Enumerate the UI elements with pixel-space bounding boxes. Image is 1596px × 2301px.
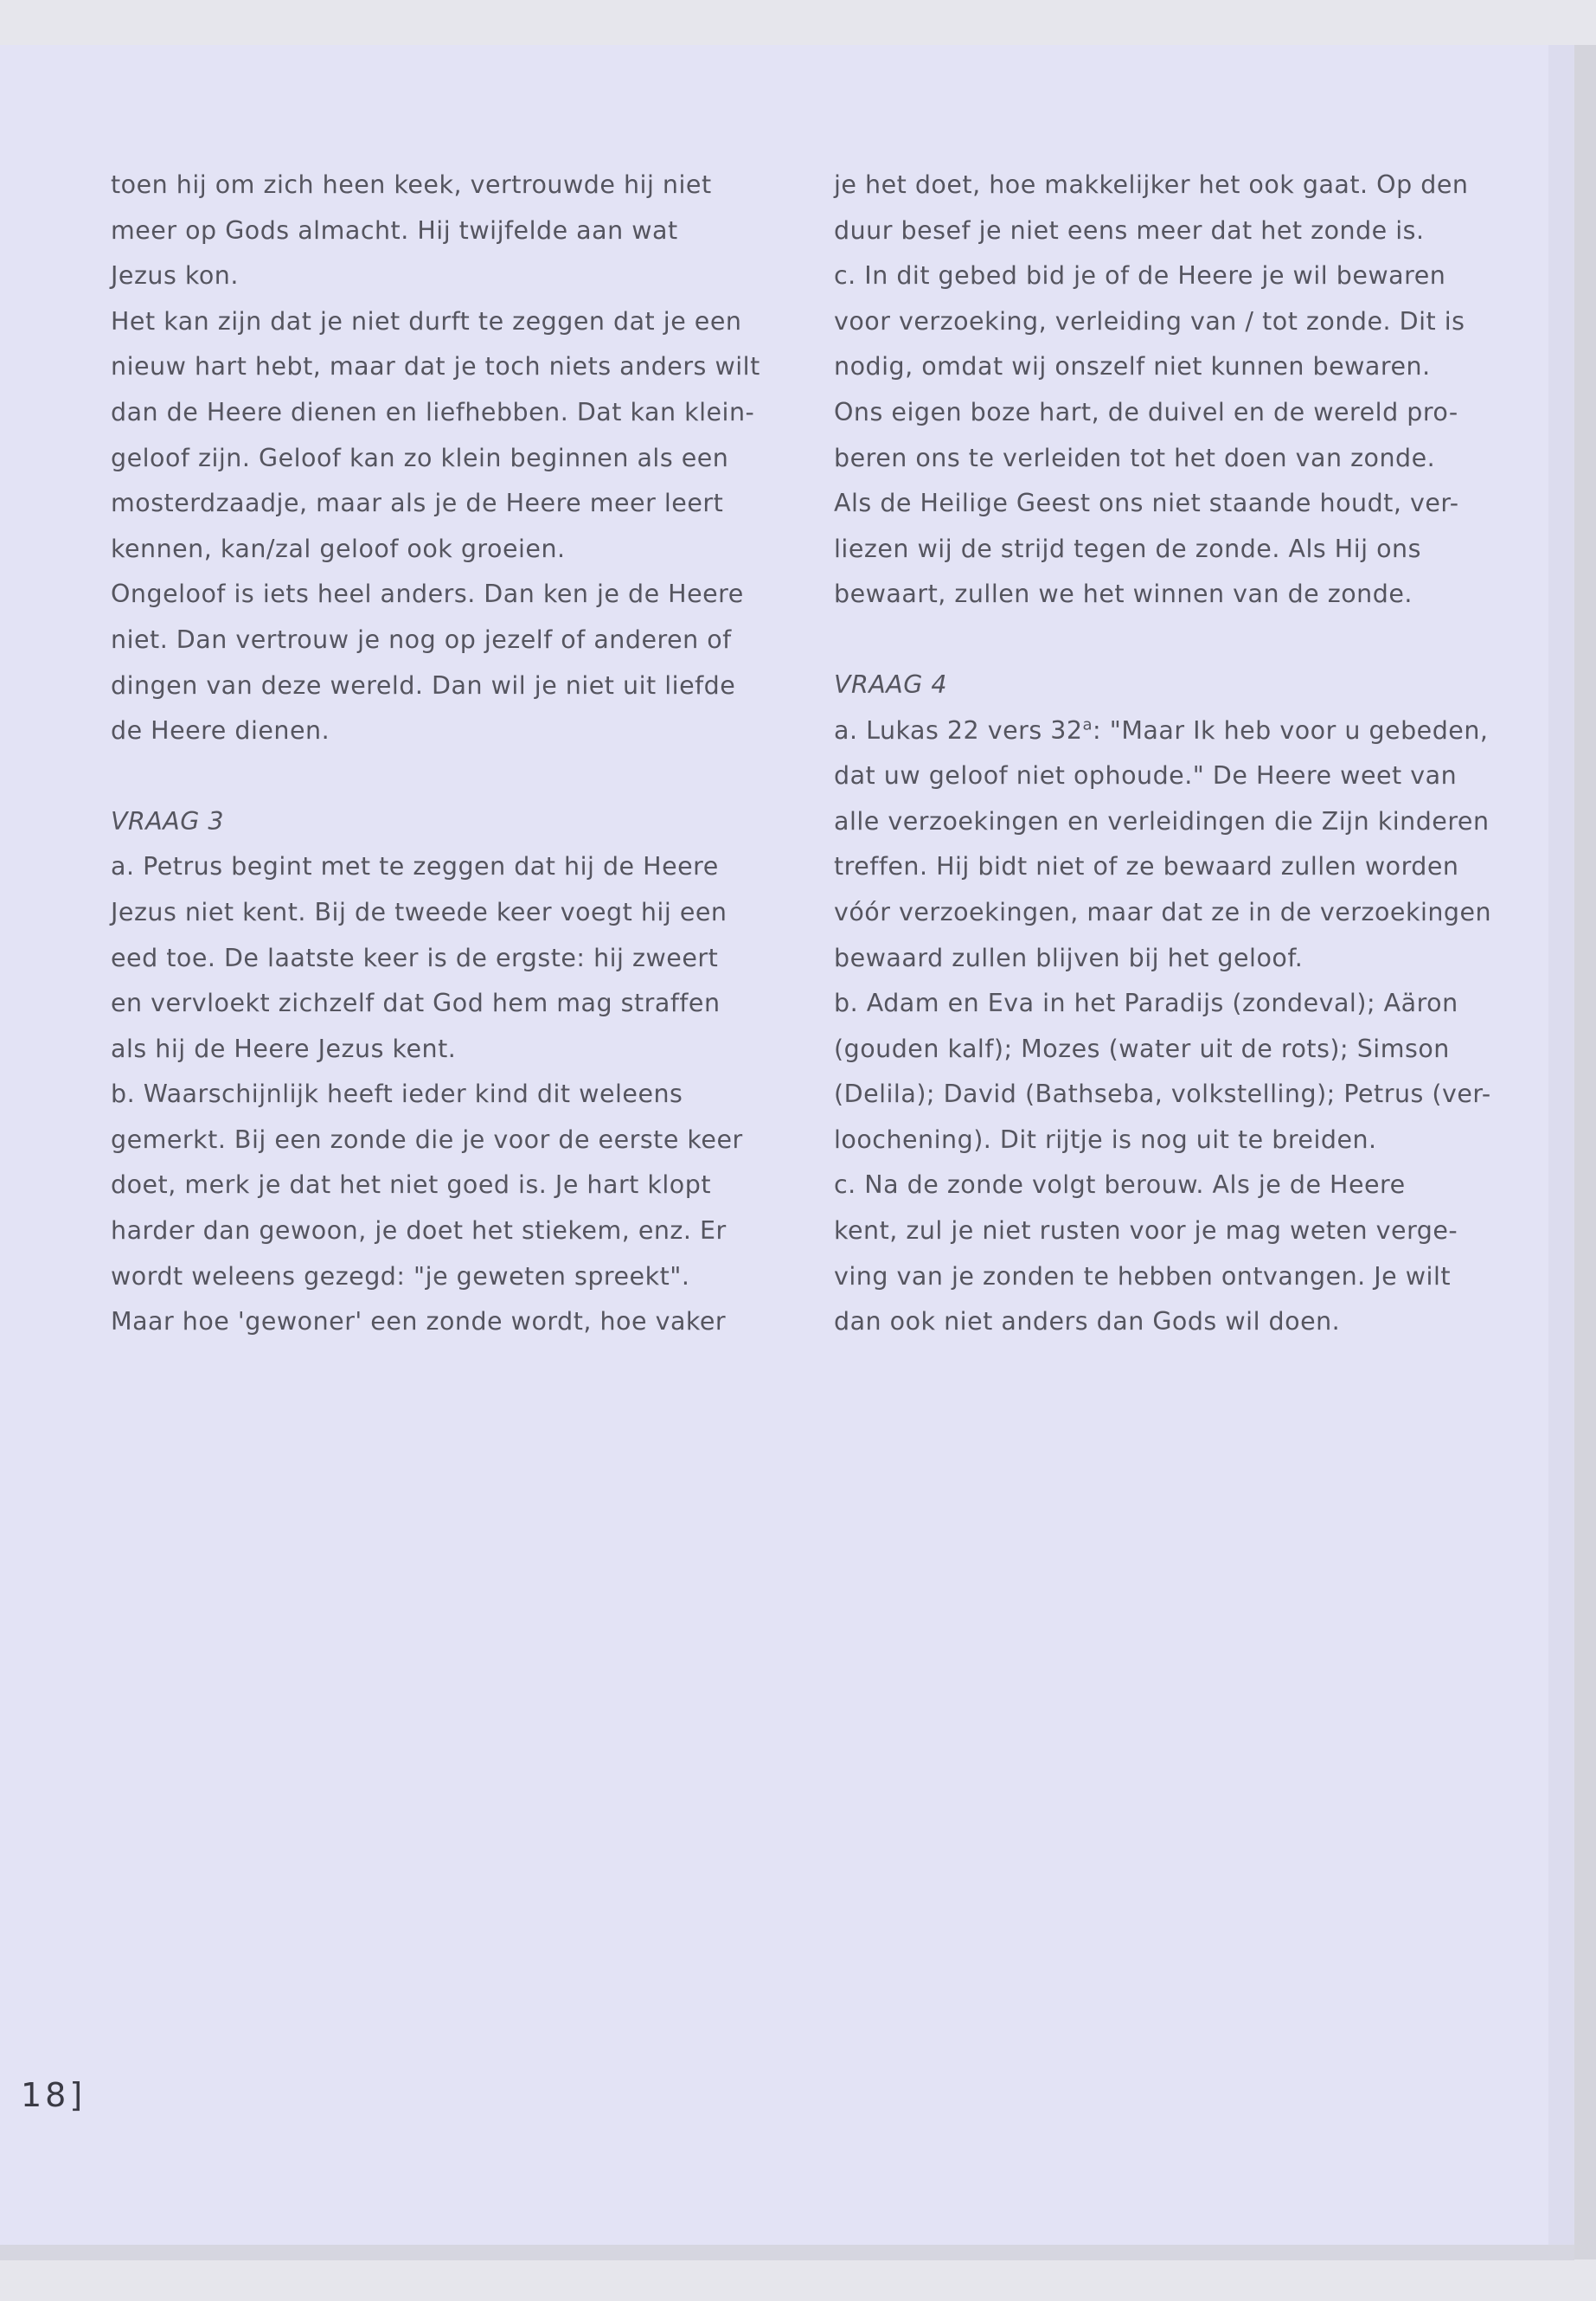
- text-line: (gouden kalf); Mozes (water uit de rots); Simson: [834, 1034, 1450, 1063]
- text-line: b. Waarschijnlijk heeft ieder kind dit weleens: [111, 1080, 683, 1109]
- text-line: alle verzoekingen en verleidingen die Zijn kinderen: [834, 806, 1490, 836]
- paragraph-ongeloof: [111, 572, 777, 753]
- text-line: Ongeloof is iets heel anders. Dan ken je de Heere: [111, 580, 744, 609]
- answer-3c: [834, 253, 1500, 618]
- paragraph-intro: [111, 163, 777, 299]
- answer-4c: [834, 1163, 1500, 1344]
- text-line-with-superscript: [834, 708, 1500, 754]
- text-line: eed toe. De laatste keer is de ergste: hij zweert: [111, 943, 719, 972]
- text-line: bewaard zullen blijven bij het geloof.: [834, 943, 1304, 972]
- text-line: c. In dit gebed bid je of de Heere je wil bewaren: [834, 261, 1446, 291]
- text-line: bewaart, zullen we het winnen van de zonde.: [834, 580, 1413, 609]
- answer-3b: [111, 1072, 777, 1345]
- text-line: b. Adam en Eva in het Paradijs (zondeval); Aäron: [834, 989, 1458, 1018]
- text-line: nieuw hart hebt, maar dat je toch niets anders wilt: [111, 352, 760, 381]
- page-edge-shadow: [1548, 45, 1574, 2259]
- text-line: dan ook niet anders dan Gods wil doen.: [834, 1307, 1341, 1336]
- left-column: [111, 163, 777, 1345]
- text-line: wordt weleens gezegd: "je geweten spreekt".: [111, 1261, 690, 1291]
- text-line: (Delila); David (Bathseba, volkstelling); Petrus (ver-: [834, 1080, 1491, 1109]
- text-line: gemerkt. Bij een zonde die je voor de eerste keer: [111, 1125, 743, 1154]
- text-line: de Heere dienen.: [111, 716, 330, 746]
- text-line: Jezus niet kent. Bij de tweede keer voegt hij een: [111, 897, 727, 926]
- spacer: [111, 754, 777, 799]
- text-line: als hij de Heere Jezus kent.: [111, 1034, 457, 1063]
- text-line: meer op Gods almacht. Hij twijfelde aan wat: [111, 215, 678, 245]
- text-line: Als de Heilige Geest ons niet staande houdt, ver-: [834, 489, 1459, 518]
- text-line: c. Na de zonde volgt berouw. Als je de Heere: [834, 1170, 1406, 1200]
- text-line: liezen wij de strijd tegen de zonde. Als Hij ons: [834, 534, 1421, 563]
- right-column: [834, 163, 1500, 1345]
- text-line: duur besef je niet eens meer dat het zonde is.: [834, 215, 1425, 245]
- answer-3b-continued: [834, 163, 1500, 253]
- text-line: dan de Heere dienen en liefhebben. Dat kan klein-: [111, 397, 755, 426]
- text-line: toen hij om zich heen keek, vertrouwde hij niet: [111, 170, 712, 199]
- text-line: beren ons te verleiden tot het doen van zonde.: [834, 443, 1436, 472]
- text-line: treffen. Hij bidt niet of ze bewaard zullen worden: [834, 852, 1459, 881]
- text-line: Jezus kon.: [111, 261, 239, 291]
- text-line: dingen van deze wereld. Dan wil je niet uit liefde: [111, 670, 736, 700]
- text-line: dat uw geloof niet ophoude." De Heere weet van: [834, 761, 1458, 791]
- text-line: voor verzoeking, verleiding van / tot zonde. Dit is: [834, 306, 1465, 336]
- paragraph-kleingeloof: [111, 299, 777, 573]
- text-line: geloof zijn. Geloof kan zo klein beginnen als een: [111, 443, 729, 472]
- page-edge: [1574, 45, 1596, 2259]
- page-bottom-edge: [0, 2245, 1574, 2260]
- text-line: en vervloekt zichzelf dat God hem mag straffen: [111, 989, 721, 1018]
- text-line: Het kan zijn dat je niet durft te zeggen dat je een: [111, 306, 742, 336]
- page-number: 18]: [21, 2076, 87, 2114]
- text-fragment: : "Maar Ik heb voor u gebeden,: [1093, 715, 1489, 745]
- text-line: je het doet, hoe makkelijker het ook gaat. Op den: [834, 170, 1469, 199]
- text-line: vóór verzoekingen, maar dat ze in de verzoekingen: [834, 897, 1492, 926]
- text-line: ving van je zonden te hebben ontvangen. Je wilt: [834, 1261, 1452, 1291]
- answer-4a: [834, 708, 1500, 982]
- text-line: a. Petrus begint met te zeggen dat hij de Heere: [111, 852, 719, 881]
- text-line: niet. Dan vertrouw je nog op jezelf of anderen of: [111, 625, 732, 654]
- text-line: doet, merk je dat het niet goed is. Je hart klopt: [111, 1170, 712, 1200]
- text-line: Maar hoe 'gewoner' een zonde wordt, hoe vaker: [111, 1307, 727, 1336]
- text-line: kent, zul je niet rusten voor je mag weten verge-: [834, 1216, 1458, 1246]
- answer-3a: [111, 844, 777, 1072]
- text-line: loochening). Dit rijtje is nog uit te breiden.: [834, 1125, 1377, 1154]
- text-line: Ons eigen boze hart, de duivel en de wereld pro-: [834, 397, 1458, 426]
- text-line: kennen, kan/zal geloof ook groeien.: [111, 534, 566, 563]
- text-line: nodig, omdat wij onszelf niet kunnen bewaren.: [834, 352, 1431, 381]
- text-line: harder dan gewoon, je doet het stiekem, enz. Er: [111, 1216, 727, 1246]
- spacer: [834, 618, 1500, 663]
- superscript: a: [1082, 715, 1093, 734]
- text-fragment: a. Lukas 22 vers 32: [834, 715, 1083, 745]
- heading-vraag-3: VRAAG 3: [111, 806, 225, 836]
- answer-4b: [834, 981, 1500, 1163]
- heading-vraag-4: VRAAG 4: [834, 670, 948, 699]
- text-line: mosterdzaadje, maar als je de Heere meer leert: [111, 489, 724, 518]
